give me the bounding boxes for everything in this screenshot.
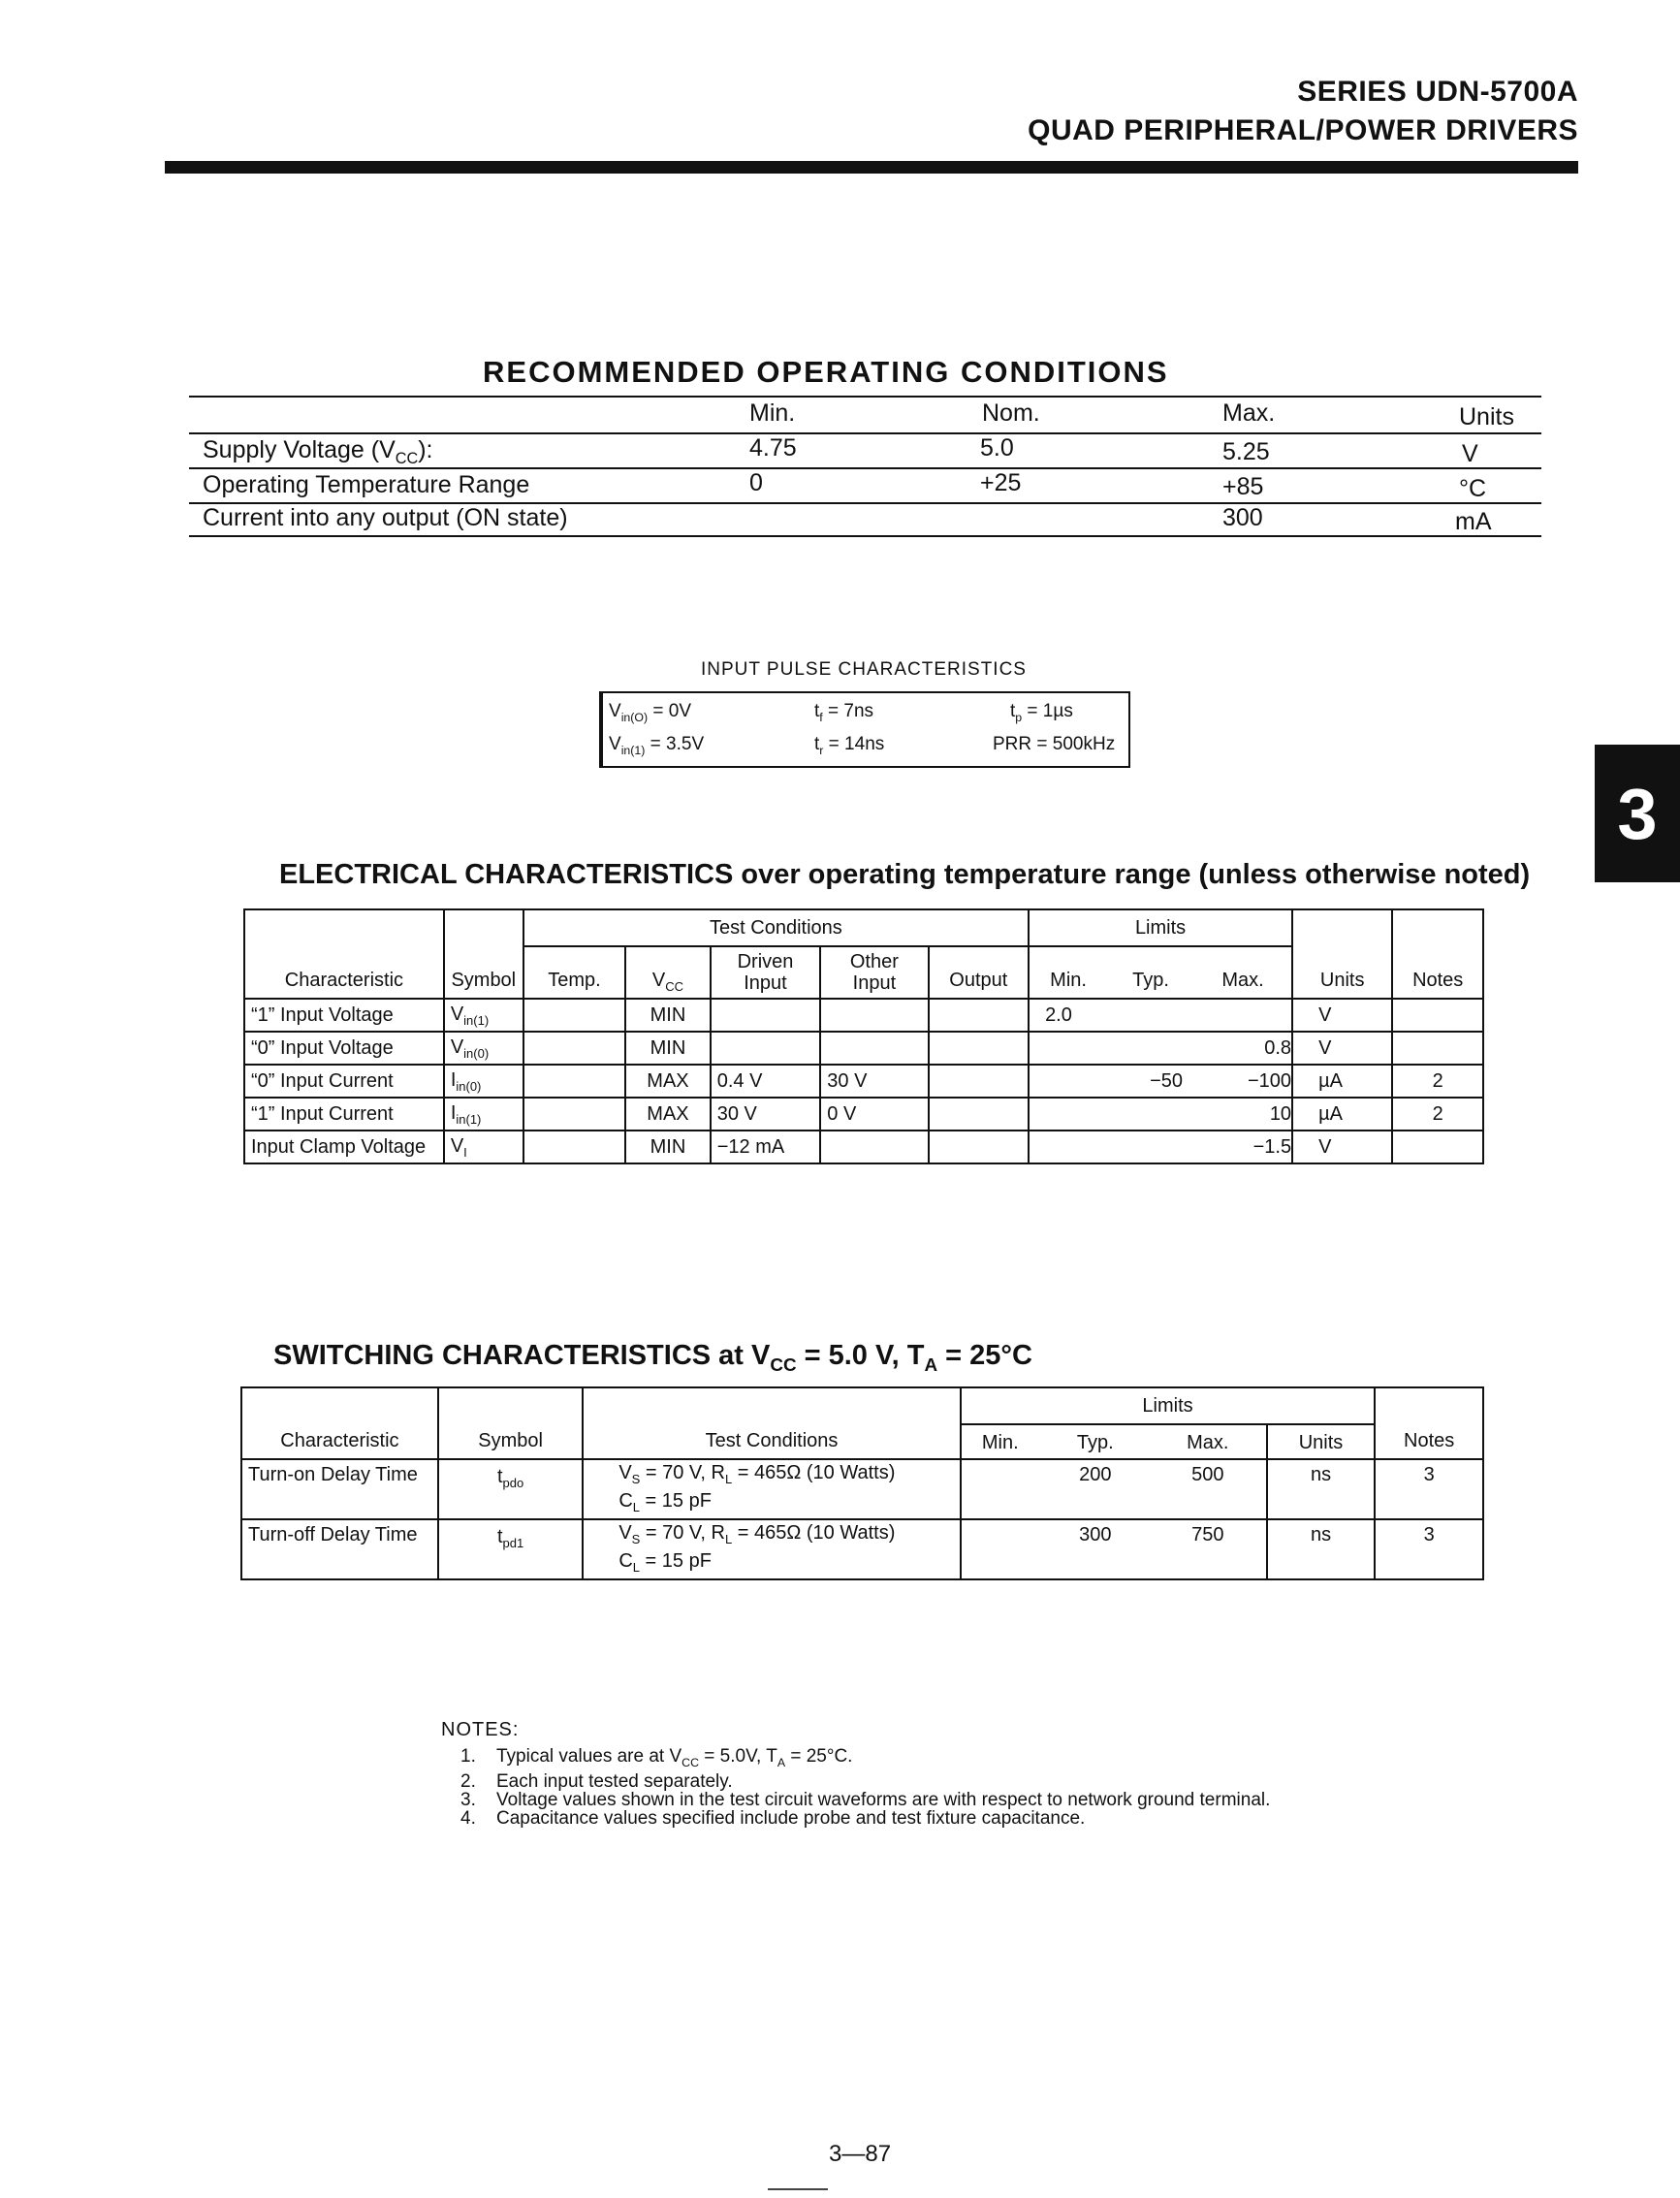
elec-notes: 2	[1392, 1065, 1483, 1098]
elec-other	[820, 1131, 928, 1163]
elec-driven: 0.4 V	[711, 1065, 821, 1098]
elec-h-notes: Notes	[1392, 909, 1483, 999]
sw-units: ns	[1267, 1459, 1376, 1519]
table-row	[244, 999, 1483, 1032]
elec-output	[929, 1065, 1030, 1098]
table-row	[244, 1065, 1483, 1098]
sw-table	[240, 1386, 1484, 1580]
elec-notes	[1392, 1131, 1483, 1163]
elec-h-max: Max.	[1221, 970, 1264, 991]
roc-min: 4.75	[749, 434, 797, 462]
table-row	[241, 1459, 1483, 1519]
elec-other: 0 V	[820, 1098, 928, 1131]
roc-title: RECOMMENDED OPERATING CONDITIONS	[483, 355, 1169, 389]
elec-h-limits-sub	[1029, 946, 1292, 999]
pulse-title: INPUT PULSE CHARACTERISTICS	[701, 659, 1027, 680]
elec-limits: 10	[1029, 1098, 1292, 1131]
sw-h-min: Min.	[981, 1432, 1019, 1453]
elec-output	[929, 999, 1030, 1032]
roc-col-units: Units	[1459, 403, 1514, 430]
roc-rule	[189, 396, 1541, 398]
elec-limits: −1.5	[1029, 1131, 1292, 1163]
sw-char: Turn-on Delay Time	[241, 1459, 438, 1519]
elec-h-units: Units	[1292, 909, 1392, 999]
elec-vcc: MIN	[625, 1032, 711, 1065]
sw-h-notes: Notes	[1375, 1387, 1483, 1459]
elec-char: “1” Input Current	[244, 1098, 444, 1131]
roc-nom: +25	[980, 469, 1022, 496]
roc-rule	[189, 432, 1541, 434]
roc-max: 300	[1222, 504, 1263, 531]
elec-h-other: Other Input	[820, 946, 928, 999]
sw-h-symbol: Symbol	[438, 1387, 583, 1459]
list-item: 3. Voltage values shown in the test circuit waveforms are with respect to network ground terminal.	[460, 1789, 1271, 1810]
pulse-tr: $t_r = 14ns$	[814, 734, 885, 757]
elec-symbol: $V_{in(1)}$	[444, 999, 523, 1032]
product-subtitle: QUAD PERIPHERAL/POWER DRIVERS	[1028, 114, 1578, 146]
roc-nom: 5.0	[980, 434, 1014, 462]
series-title: SERIES UDN-5700A	[1297, 76, 1578, 108]
sw-limits: 300 750	[961, 1519, 1267, 1579]
roc-param: Current into any output (ON state)	[203, 504, 568, 531]
elec-driven	[711, 1032, 821, 1065]
elec-driven: 30 V	[711, 1098, 821, 1131]
roc-param: Operating Temperature Range	[203, 471, 530, 498]
sw-h-char: Characteristic	[241, 1387, 438, 1459]
roc-units: V	[1462, 440, 1478, 467]
roc-min: 0	[749, 469, 763, 496]
roc-col-min: Min.	[749, 399, 796, 427]
sw-h-limits: Limits	[961, 1387, 1376, 1424]
elec-temp	[523, 1098, 625, 1131]
list-item: 1. Typical values are at $V_{CC} = 5.0V$, $T_A = 25^\circ C$.	[460, 1746, 853, 1769]
sw-conditions: $V_S = 70$ V, $R_L = 465\Omega$ (10 Watts) $C_L = 15$ pF	[583, 1519, 960, 1579]
sw-h-units: Units	[1267, 1424, 1376, 1459]
elec-limits: −50 −100	[1029, 1065, 1292, 1098]
elec-h-typ: Typ.	[1132, 970, 1169, 991]
elec-limits: 0.8	[1029, 1032, 1292, 1065]
elec-h-char: Characteristic	[244, 909, 444, 999]
roc-units: °C	[1459, 475, 1487, 502]
elec-char: Input Clamp Voltage	[244, 1131, 444, 1163]
pulse-box	[599, 691, 1130, 768]
notes-title: NOTES:	[441, 1719, 520, 1740]
elec-h-temp: Temp.	[523, 946, 625, 999]
elec-vcc: MIN	[625, 999, 711, 1032]
elec-h-vcc: $V_{CC}$	[625, 946, 711, 999]
roc-param: Supply Voltage $(V_{CC})$:	[203, 436, 433, 467]
sw-char: Turn-off Delay Time	[241, 1519, 438, 1579]
elec-units: V	[1292, 1032, 1392, 1065]
roc-rule	[189, 467, 1541, 469]
elec-notes: 2	[1392, 1098, 1483, 1131]
table-row	[244, 1131, 1483, 1163]
sw-h-max: Max.	[1187, 1432, 1229, 1453]
roc-col-nom: Nom.	[982, 399, 1040, 427]
elec-notes	[1392, 1032, 1483, 1065]
elec-h-driven: Driven Input	[711, 946, 821, 999]
roc-col-max: Max.	[1222, 399, 1276, 427]
elec-h-min: Min.	[1050, 970, 1087, 991]
roc-max: 5.25	[1222, 438, 1270, 465]
roc-max: +85	[1222, 473, 1264, 500]
elec-units: µA	[1292, 1098, 1392, 1131]
elec-vcc: MIN	[625, 1131, 711, 1163]
elec-driven: −12 mA	[711, 1131, 821, 1163]
list-item: 4. Capacitance values specified include probe and test fixture capacitance.	[460, 1807, 1086, 1829]
elec-symbol: $I_{in(1)}$	[444, 1098, 523, 1131]
elec-driven	[711, 999, 821, 1032]
elec-h-symbol: Symbol	[444, 909, 523, 999]
list-item: 2. Each input tested separately.	[460, 1770, 733, 1792]
elec-h-output: Output	[929, 946, 1030, 999]
sw-h-limits-sub	[961, 1424, 1267, 1459]
sw-symbol: $t_{pd1}$	[438, 1519, 583, 1579]
elec-notes	[1392, 999, 1483, 1032]
elec-other	[820, 1032, 928, 1065]
sw-units: ns	[1267, 1519, 1376, 1579]
elec-output	[929, 1131, 1030, 1163]
elec-units: µA	[1292, 1065, 1392, 1098]
pulse-vin1: $V_{in(1)} = 3.5V$	[609, 734, 705, 757]
elec-symbol: $I_{in(0)}$	[444, 1065, 523, 1098]
elec-units: V	[1292, 999, 1392, 1032]
sw-h-typ: Typ.	[1076, 1432, 1114, 1453]
pulse-tp: $t_p = 1\mu s$	[1010, 701, 1073, 724]
elec-symbol: $V_I$	[444, 1131, 523, 1163]
sw-conditions: $V_S = 70$ V, $R_L = 465\Omega$ (10 Watts) $C_L = 15$ pF	[583, 1459, 960, 1519]
pulse-prr: PRR = 500kHz	[993, 734, 1116, 754]
roc-units: mA	[1455, 508, 1492, 535]
sw-h-test: Test Conditions	[583, 1387, 960, 1459]
elec-output	[929, 1098, 1030, 1131]
elec-symbol: $V_{in(0)}$	[444, 1032, 523, 1065]
elec-other: 30 V	[820, 1065, 928, 1098]
elec-temp	[523, 1032, 625, 1065]
page-number: 3—87	[829, 2141, 892, 2167]
elec-vcc: MAX	[625, 1065, 711, 1098]
elec-h-limits: Limits	[1029, 909, 1292, 946]
header-rule	[165, 161, 1578, 174]
sw-notes: 3	[1375, 1459, 1483, 1519]
elec-title: ELECTRICAL CHARACTERISTICS over operating temperature range (unless otherwise noted)	[279, 859, 1531, 890]
elec-temp	[523, 999, 625, 1032]
elec-table	[243, 908, 1484, 1164]
elec-temp	[523, 1131, 625, 1163]
elec-temp	[523, 1065, 625, 1098]
elec-output	[929, 1032, 1030, 1065]
pulse-vin0: $V_{in(O)} = 0V$	[609, 701, 692, 724]
elec-char: “1” Input Voltage	[244, 999, 444, 1032]
elec-vcc: MAX	[625, 1098, 711, 1131]
roc-rule	[189, 535, 1541, 537]
table-row	[241, 1519, 1483, 1579]
sw-symbol: $t_{pdo}$	[438, 1459, 583, 1519]
elec-limits: 2.0	[1029, 999, 1292, 1032]
elec-char: “0” Input Voltage	[244, 1032, 444, 1065]
sw-title: SWITCHING CHARACTERISTICS at $V_{CC} = 5.0$ V, $T_A = 25^\circ C$	[273, 1340, 1032, 1375]
pulse-tf: $t_f = 7ns$	[814, 701, 874, 724]
sw-limits: 200 500	[961, 1459, 1267, 1519]
footer-mark	[768, 2188, 828, 2190]
elec-h-test: Test Conditions	[523, 909, 1029, 946]
table-row	[244, 1098, 1483, 1131]
section-tab: 3	[1595, 745, 1680, 882]
elec-char: “0” Input Current	[244, 1065, 444, 1098]
notes-block	[441, 1721, 1270, 1828]
sw-notes: 3	[1375, 1519, 1483, 1579]
elec-other	[820, 999, 928, 1032]
elec-units: V	[1292, 1131, 1392, 1163]
table-row	[244, 1032, 1483, 1065]
